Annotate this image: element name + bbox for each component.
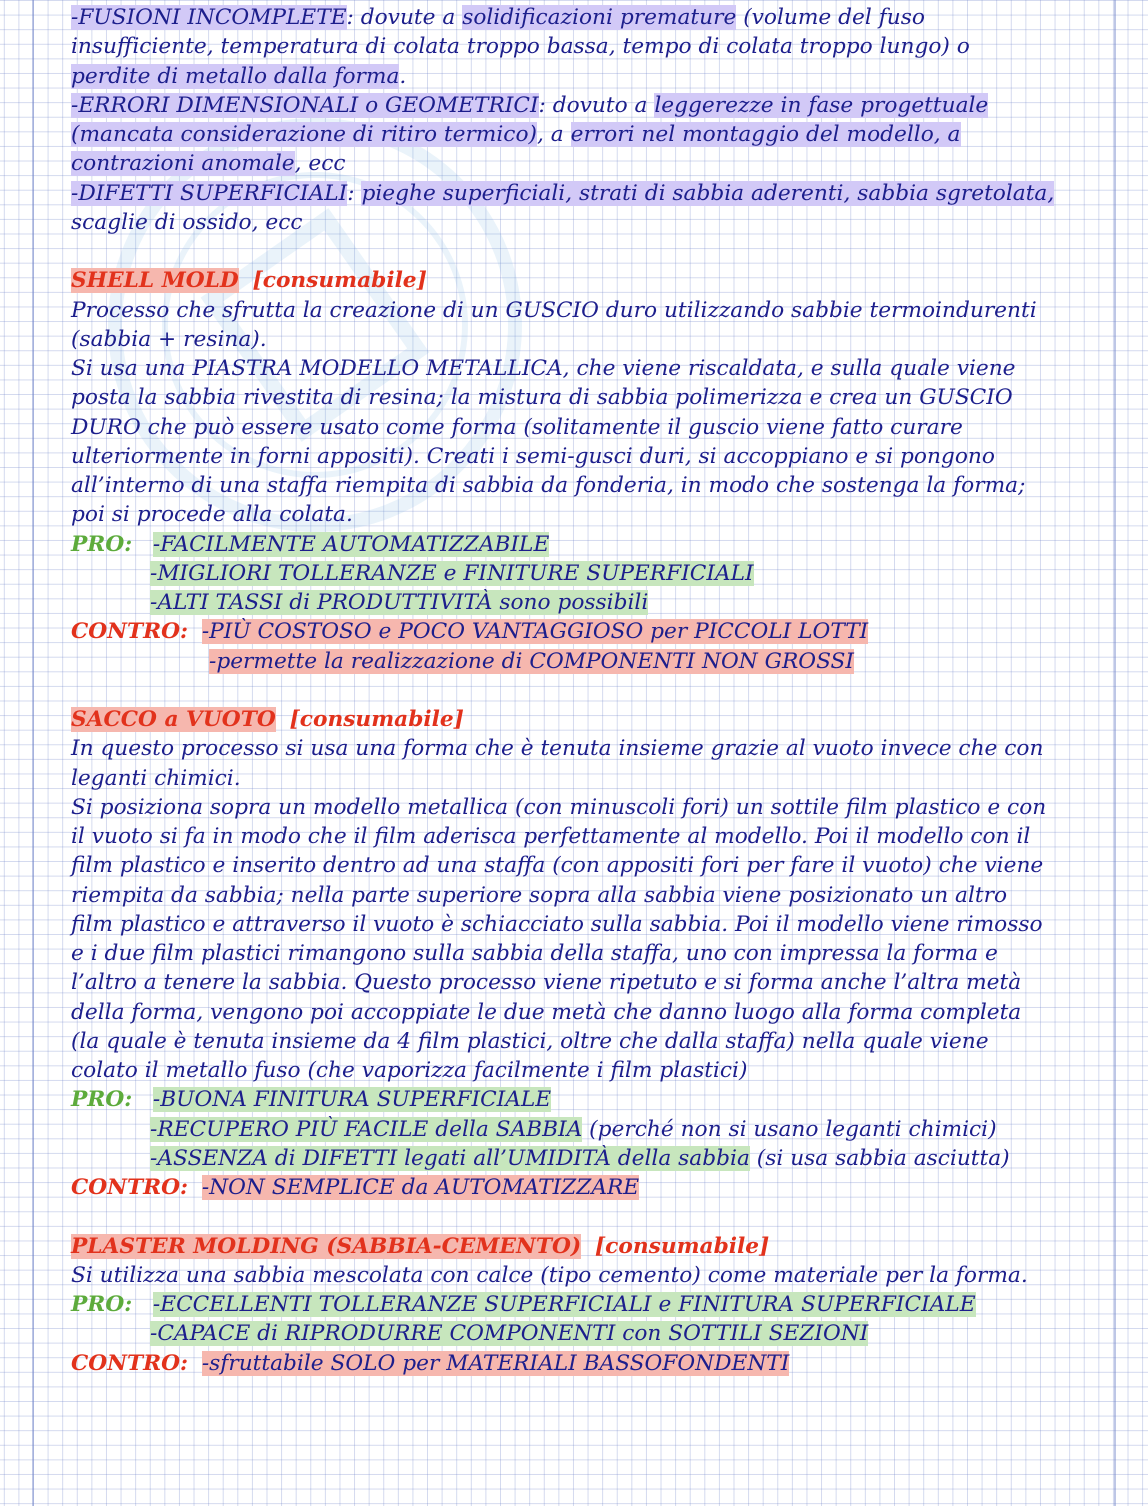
highlighted-text: pieghe superficiali, strati di sabbia aderenti, sabbia sgretolata, — [361, 180, 1055, 206]
text-span: : dovute a — [346, 5, 463, 30]
spacer — [71, 676, 1109, 705]
paragraph-line: l’altro a tenere la sabbia. Questo processo viene ripetuto e si forma anche l’altra metà — [71, 970, 1022, 996]
contro-item — [71, 1349, 1109, 1378]
paragraph-line: Si utilizza una sabbia mescolata con calce (tipo cemento) come materiale per la forma. — [71, 1262, 1028, 1288]
paragraph-line: Processo che sfrutta la creazione di un GUSCIO duro utilizzando sabbie termoindurenti — [71, 297, 1037, 323]
defect-line — [71, 32, 1109, 61]
text-span: (volume del fuso — [736, 5, 925, 30]
contro-label: CONTRO: — [71, 1350, 189, 1376]
right-margin-line — [1114, 0, 1116, 1506]
paragraph-line: all’interno di una staffa riempita di sabbia da fonderia, in modo che sostenga la forma; — [71, 473, 1026, 498]
contro-item — [71, 1173, 1109, 1202]
paragraph-line: (la quale è tenuta insieme da 4 film plastici, oltre che dalla staffa) nella quale viene — [71, 1028, 989, 1054]
highlighted-text: (mancata considerazione di ritiro termico) — [71, 122, 537, 147]
contro-label: CONTRO: — [71, 1175, 189, 1200]
pro-highlight: -BUONA FINITURA SUPERFICIALE — [152, 1087, 552, 1113]
section-gap — [239, 268, 253, 293]
section-tag: [consumabile] — [289, 707, 464, 732]
pro-label: PRO: — [71, 531, 133, 557]
contro-highlight: -permette la realizzazione di COMPONENTI NON GROSSI — [209, 648, 854, 674]
paragraph-line: Si posiziona sopra un modello metallica (con minuscoli fori) un sottile film plastico e con — [71, 794, 1047, 820]
contro-item — [71, 617, 1109, 646]
text-span: , a — [536, 122, 571, 147]
text-span: insufficiente, temperatura di colata troppo bassa, tempo di colata troppo lungo) o — [71, 34, 970, 60]
paragraph-line: film plastico e attraverso il vuoto è schiacciato sulla sabbia. Poi il modello viene rimosso — [71, 911, 1043, 937]
pro-highlight: -CAPACE di RIPRODURRE COMPONENTI con SOTTILI SEZIONI — [150, 1321, 869, 1347]
pro-item — [71, 588, 1109, 617]
section-tag: [consumabile] — [594, 1233, 770, 1259]
text-span: . — [399, 63, 407, 89]
text-span: scaglie di ossido, ecc — [71, 209, 303, 235]
contro-highlight: -sfruttabile SOLO per MATERIALI BASSOFONDENTI — [201, 1350, 790, 1376]
pro-item — [71, 530, 1109, 559]
paragraph-line: posta la sabbia rivestita di resina; la mistura di sabbia polimerizza e crea un GUSCIO — [71, 385, 1013, 411]
defects-list — [71, 3, 1109, 237]
highlighted-text: solidificazioni premature — [462, 5, 737, 30]
pro-highlight: -ECCELLENTI TOLLERANZE SUPERFICIALI e FINITURA SUPERFICIALE — [152, 1292, 976, 1317]
text-span: : — [347, 180, 362, 206]
label-gap — [188, 619, 202, 644]
pro-item — [71, 1319, 1109, 1348]
contro-highlight: -PIÙ COSTOSO e POCO VANTAGGIOSO per PICCOLI LOTTI — [201, 619, 869, 645]
highlighted-text: contrazioni anomale — [71, 151, 295, 177]
paragraph-line: il vuoto si fa in modo che il film aderisca perfettamente al modello. Poi il modello con il — [71, 824, 1031, 849]
label-gap — [132, 1292, 153, 1317]
pro-item — [71, 559, 1109, 588]
label-gap — [132, 1087, 153, 1112]
left-margin-line — [32, 0, 34, 1506]
paragraph-line: riempita da sabbia; nella parte superiore sopra alla sabbia viene posizionato un altro — [71, 882, 1008, 908]
pro-highlight: -ALTI TASSI di PRODUTTIVITÀ sono possibili — [150, 590, 649, 615]
section-tag: [consumabile] — [252, 268, 427, 294]
spacer — [71, 237, 1109, 266]
pro-item — [71, 1115, 1109, 1144]
paragraph-line: DURO che può essere usato come forma (solitamente il guscio viene fatto curare — [71, 414, 963, 440]
defect-line — [71, 120, 1109, 149]
pro-item — [71, 1144, 1109, 1173]
section-title: SHELL MOLD — [71, 268, 239, 294]
paragraph-line: e i due film plastici rimangono sulla sabbia della staffa, uno con impressa la forma e — [71, 941, 998, 966]
pro-highlight: -ASSENZA di DIFETTI legati all’UMIDITÀ della sabbia — [150, 1145, 750, 1171]
defect-line — [71, 3, 1109, 32]
pro-note: (perché non si usano leganti chimici) — [582, 1116, 997, 1142]
section-title: PLASTER MOLDING (SABBIA-CEMENTO) — [71, 1233, 582, 1259]
highlighted-text: leggerezze in fase progettuale — [654, 92, 989, 118]
highlighted-text: -ERRORI DIMENSIONALI o GEOMETRICI — [71, 92, 539, 118]
section-gap — [581, 1234, 595, 1259]
highlighted-text: -DIFETTI SUPERFICIALI — [71, 180, 348, 206]
highlighted-text: perdite di metallo dalla forma — [71, 63, 400, 89]
text-span: : dovuto a — [538, 92, 655, 118]
section-header — [71, 705, 1109, 734]
pro-highlight: -FACILMENTE AUTOMATIZZABILE — [152, 531, 550, 557]
defect-line — [71, 62, 1109, 91]
label-gap — [132, 532, 153, 557]
paragraph-line: (sabbia + resina). — [71, 326, 267, 352]
section-title: SACCO a VUOTO — [71, 707, 276, 732]
pro-label: PRO: — [71, 1087, 133, 1113]
pro-highlight: -RECUPERO PIÙ FACILE della SABBIA — [150, 1116, 583, 1142]
notes-page — [71, 3, 1109, 1378]
paragraph-line: ulteriormente in forni appositi). Creati i semi-gusci duri, si accoppiano e si pongono — [71, 443, 995, 469]
contro-item — [71, 647, 1109, 676]
defect-line — [71, 208, 1109, 237]
contro-highlight: -NON SEMPLICE da AUTOMATIZZARE — [201, 1175, 640, 1200]
paragraph-line: poi si procede alla colata. — [71, 502, 353, 528]
pro-label: PRO: — [71, 1292, 133, 1317]
text-span: , ecc — [294, 151, 346, 177]
pro-item — [71, 1290, 1109, 1319]
spacer — [71, 1202, 1109, 1231]
label-gap — [188, 1351, 202, 1376]
paragraph-line: della forma, vengono poi accoppiate le due metà che danno luogo alla forma completa — [71, 999, 1022, 1025]
highlighted-text: -FUSIONI INCOMPLETE — [71, 5, 347, 30]
contro-label: CONTRO: — [71, 619, 189, 645]
process-sections — [71, 237, 1109, 1378]
paragraph-line: In questo processo si usa una forma che è tenuta insieme grazie al vuoto invece che con — [71, 736, 1044, 762]
section-header — [71, 1232, 1109, 1261]
highlighted-text: errori nel montaggio del modello, a — [570, 122, 961, 147]
label-gap — [188, 1175, 202, 1200]
section-gap — [276, 707, 290, 732]
pro-highlight: -MIGLIORI TOLLERANZE e FINITURE SUPERFICIALI — [150, 560, 754, 586]
defect-line — [71, 149, 1109, 178]
section-header — [71, 266, 1109, 295]
paragraph-line: Si usa una PIASTRA MODELLO METALLICA, che viene riscaldata, e sulla quale viene — [71, 356, 1016, 381]
paragraph-line: colato il metallo fuso (che vaporizza facilmente i film plastici) — [71, 1058, 748, 1083]
defect-line — [71, 179, 1109, 208]
pro-item — [71, 1085, 1109, 1114]
pro-note: (si usa sabbia asciutta) — [749, 1145, 1010, 1171]
defect-line — [71, 91, 1109, 120]
paragraph-line: film plastico e inserito dentro ad una staffa (con appositi fori per fare il vuoto) che viene — [71, 853, 1044, 879]
paragraph-line: leganti chimici. — [71, 765, 241, 791]
